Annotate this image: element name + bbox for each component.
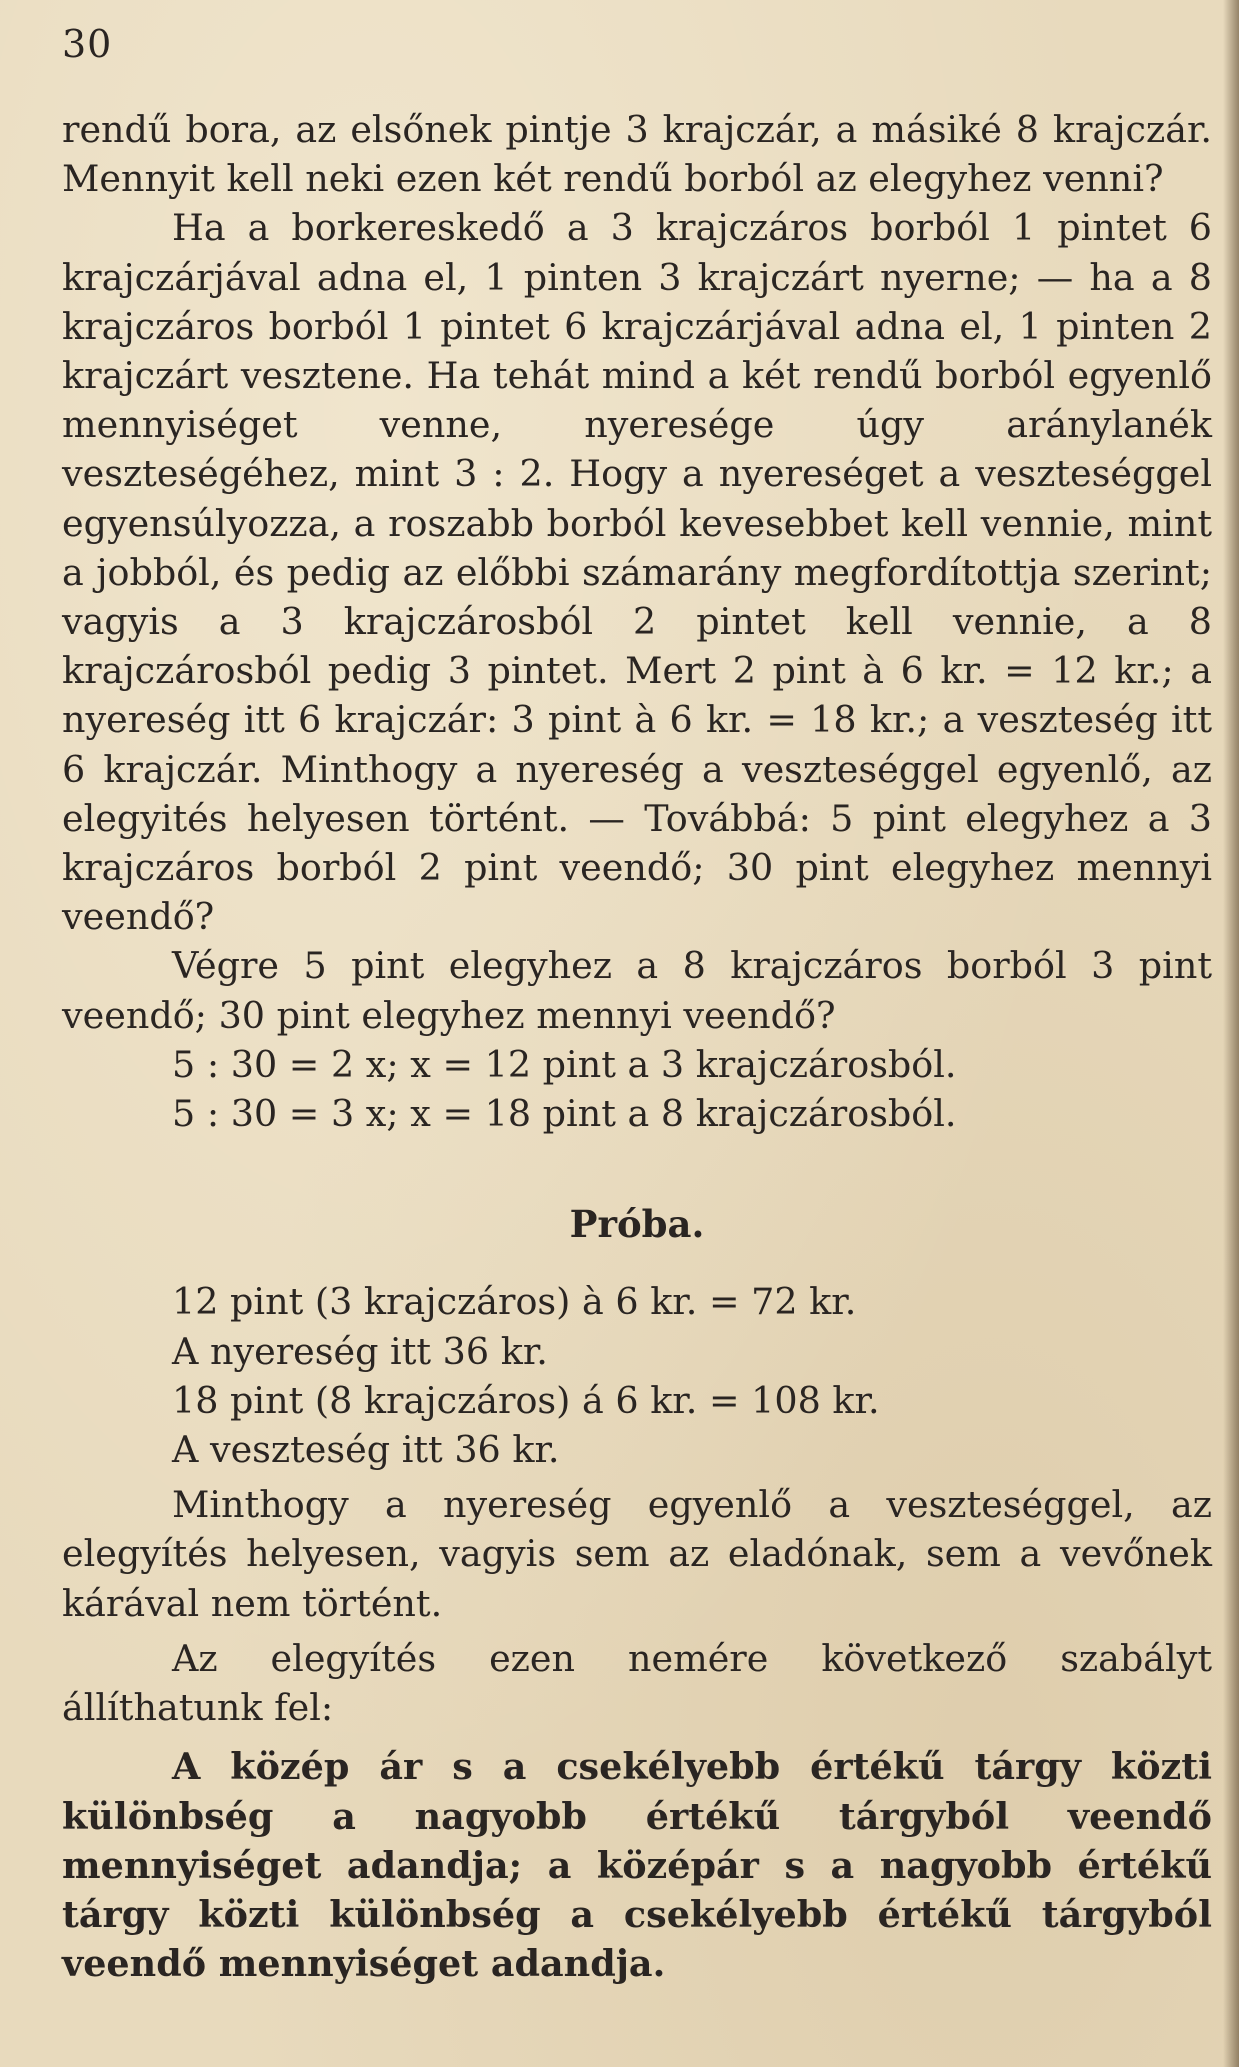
paragraph-explanation: Ha a borkereskedő a 3 krajczáros borból 1 pintet 6 krajczárjával adna el, 1 pinten 3 krajczárt nyerne; — ha a 8 krajczáros borból 1 pintet 6 krajczárjával adna el, 1 pinten 2 krajczárt vesztene. Ha tehát mind a két rendű borból egyenlő mennyiséget venne, nyeresége úgy aránylanék veszteségéhez, mint 3 : 2. Hogy a nyereséget a veszteséggel egyensúlyozza, a roszabb borból kevesebbet kell vennie, mint a jobból, és pedig az előbbi számarány megfordítottja szerint; vagyis a 3 krajczárosból 2 pintet kell vennie, a 8 krajczárosból pedig 3 pintet. Mert 2 pint à 6 kr. = 12 kr.; a nyereség itt 6 krajczár: 3 pint à 6 kr. = 18 kr.; a veszteség itt 6 krajczár. Minthogy a nyereség a veszteséggel egyenlő, az elegyités helyesen történt. — Továbbá: 5 pint elegyhez a 3 krajczáros borból 2 pint veendő; 30 pint elegyhez mennyi veendő? [62, 206, 1212, 939]
page-edge-shadow [1223, 0, 1239, 2067]
equation-2: 5 : 30 = 3 x; x = 18 pint a 8 krajczárosból. [172, 1092, 957, 1136]
page-number: 30 [62, 22, 113, 66]
rule-statement: A közép ár s a csekélyebb értékű tárgy közti különbség a nagyobb értékű tárgyból veendő mennyiséget adandja; a középár s a nagyobb értékű tárgy közti különbség a csekélyebb értékű tárgyból veendő mennyiséget adandja. [62, 1745, 1212, 1986]
paragraph-rule-intro: Az elegyítés ezen nemére következő szabályt állíthatunk fel: [62, 1636, 1212, 1730]
check-line-3: 18 pint (8 krajczáros) á 6 kr. = 108 kr. [172, 1378, 880, 1422]
section-heading-proba: Próba. [569, 1202, 705, 1247]
paragraph-continuation: rendű bora, az elsőnek pintje 3 krajczár, a másiké 8 krajczár. Mennyit kell neki ezen két rendű borból az elegyhez venni? [62, 108, 1212, 201]
check-line-2: A nyereség itt 36 kr. [172, 1329, 548, 1373]
page-body [62, 105, 1212, 1988]
check-line-4: A veszteség itt 36 kr. [172, 1428, 560, 1472]
paragraph-conclusion: Minthogy a nyereség egyenlő a veszteséggel, az elegyítés helyesen, vagyis sem az eladónak, sem a vevőnek kárával nem történt. [62, 1483, 1212, 1625]
paragraph-finally: Végre 5 pint elegyhez a 8 krajczáros borból 3 pint veendő; 30 pint elegyhez mennyi veendő? [62, 944, 1212, 1037]
equation-1: 5 : 30 = 2 x; x = 12 pint a 3 krajczárosból. [172, 1042, 957, 1086]
check-line-1: 12 pint (3 krajczáros) à 6 kr. = 72 kr. [172, 1280, 857, 1324]
